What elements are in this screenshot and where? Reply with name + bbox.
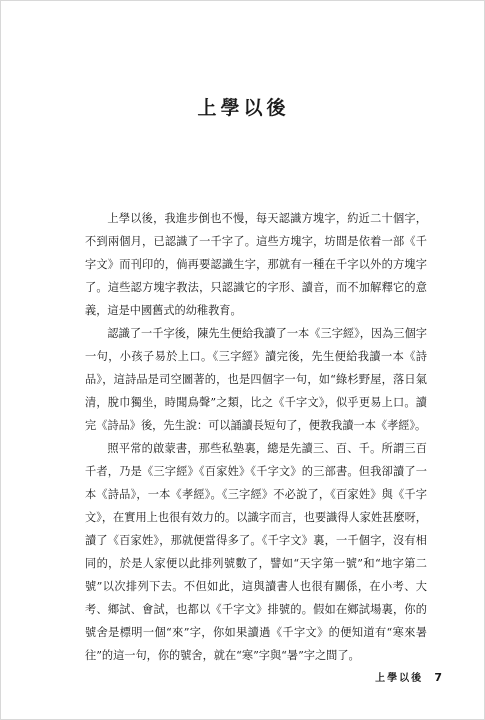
- paragraph-1: 上學以後，我進步倒也不慢，每天認識方塊字，約近二十個字，不到兩個月，已認識了一千字了。這些方塊字，坊間是依着一部《千字文》而刊印的，倘再要認識生字，那就有一種在千字以外的方塊字了。這些認方塊字教法，只認識它的字形、讀音，而不加解釋它的意義，這是中國舊式的幼稚教育。: [85, 212, 427, 317]
- page-footer: [375, 669, 442, 684]
- page-number: 7: [434, 671, 442, 684]
- paragraph-3: 照平常的啟蒙書，那些私塾裏，總是先讀三、百、千。所謂三百千者，乃是《三字經》《百家姓》《千字文》的三部書。但我卻讀了一本《詩品》，一本《孝經》。《三字經》不必說了，《百家姓》與《千字文》，在實用上也很有效力的。以識字而言，也要識得人家姓甚麼呀，讀了《百家姓》，那就便當得多了。《千字文》裏，一千個字，沒有相同的，於是人家便以此排列號數了，譬如“天字第一號”和“地字第二號”以次排列下去。不但如此，這與讀書人也很有關係，在小考、大考、鄉試、會試，也都以《千字文》排號的。假如在鄉試場裏，你的號舍是標明一個“來”字，你如果讀過《千字文》的便知道有“寒來暑往”的這一句，你的號舍，就在“寒”字與“暑”字之間了。: [85, 442, 427, 662]
- paragraph-2: 認識了一千字後，陳先生便給我讀了一本《三字經》，因為三個字一句，小孩子易於上口。《三字經》讀完後，先生便給我讀一本《詩品》，這詩品是司空圖著的，也是四個字一句，如“綠杉野屋，落日氣清，脫巾獨坐，時聞鳥聲”之類，比之《千字文》，似乎更易上口。讀完《詩品》後，先生說：可以誦讀長短句了，便教我讀一本《孝經》。: [85, 327, 427, 432]
- chapter-title: 上學以後: [197, 97, 290, 119]
- body-text: [85, 207, 427, 667]
- running-title: 上學以後: [375, 673, 424, 684]
